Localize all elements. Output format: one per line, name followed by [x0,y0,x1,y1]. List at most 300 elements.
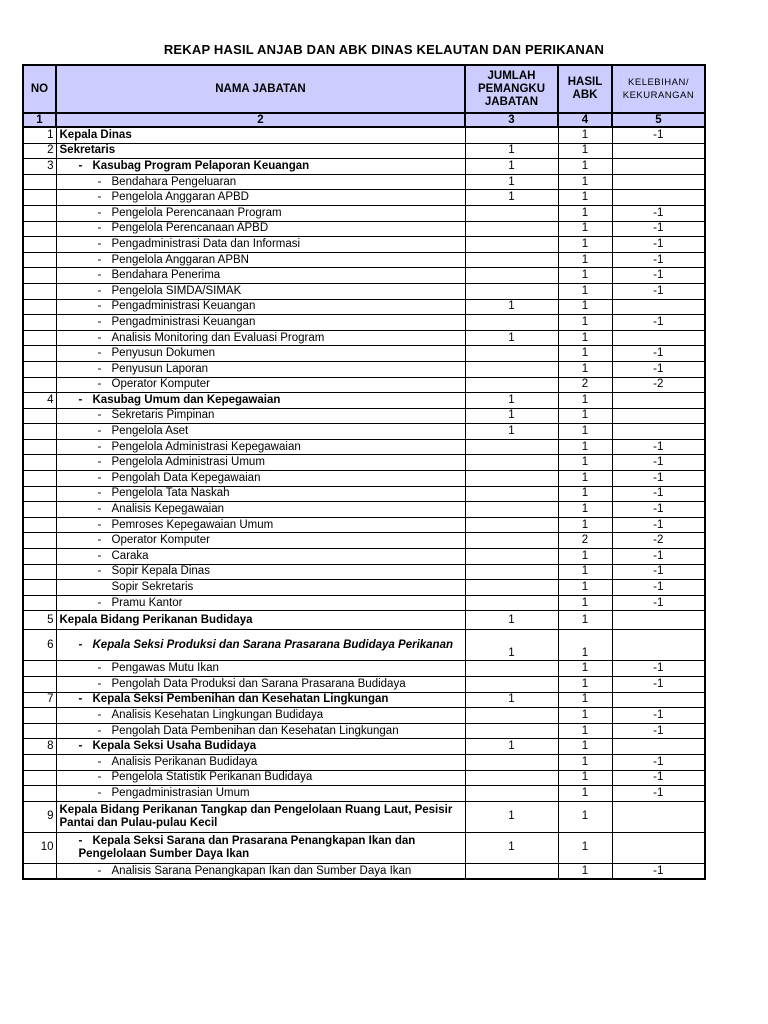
row-kelebihan: -1 [612,439,705,455]
dash-marker: - [97,487,102,500]
row-kelebihan [612,692,705,708]
row-name: Penyusun Laporan [111,362,209,375]
dash-marker: - [97,456,102,469]
row-no: 5 [23,611,56,630]
table-row [23,595,705,611]
row-kelebihan: -1 [612,517,705,533]
row-abk: 1 [558,424,612,440]
row-name: Pengadministrasi Keuangan [111,300,256,313]
row-kelebihan [612,424,705,440]
table-row [23,580,705,596]
row-jumlah [465,533,558,549]
row-no [23,471,56,487]
table-row [23,143,705,159]
row-no [23,549,56,565]
row-name: Sekretaris [56,143,465,159]
row-abk: 1 [558,174,612,190]
dash-marker: - [97,315,102,328]
table-row [23,159,705,175]
row-abk: 1 [558,190,612,206]
row-name: Pengadministrasian Umum [111,786,250,799]
row-name: Kepala Dinas [56,127,465,143]
row-no [23,299,56,315]
dash-marker: - [78,693,83,706]
row-jumlah [465,502,558,518]
dash-marker: - [97,677,102,690]
dash-marker: - [97,237,102,250]
row-name: Pengelola Perencanaan Program [111,206,282,219]
page-title: REKAP HASIL ANJAB DAN ABK DINAS KELAUTAN DAN PERIKANAN [163,42,605,57]
row-abk: 1 [558,346,612,362]
table-row [23,533,705,549]
row-abk: 1 [558,330,612,346]
table-row [23,754,705,770]
row-name-cell [56,159,465,175]
row-kelebihan: -1 [612,549,705,565]
row-abk: 1 [558,739,612,755]
row-no [23,455,56,471]
row-abk: 1 [558,661,612,677]
row-name: Bendahara Penerima [111,269,221,282]
table-row [23,205,705,221]
table-row [23,502,705,518]
row-name-cell [56,221,465,237]
dash-marker: - [97,425,102,438]
dash-marker: - [97,253,102,266]
row-no [23,708,56,724]
row-kelebihan: -1 [612,770,705,786]
row-jumlah: 1 [465,408,558,424]
row-name: Analisis Monitoring dan Evaluasi Program [111,331,325,344]
table-row [23,630,705,661]
row-abk: 1 [558,801,612,832]
table-row [23,299,705,315]
row-jumlah: 1 [465,393,558,409]
row-name: Kepala Seksi Pembenihan dan Kesehatan Lingkungan [92,693,389,706]
row-jumlah [465,439,558,455]
row-name-cell [56,832,465,863]
row-kelebihan: -1 [612,315,705,331]
row-abk: 1 [558,221,612,237]
row-abk: 1 [558,268,612,284]
row-jumlah [465,455,558,471]
table-row [23,471,705,487]
row-jumlah [465,283,558,299]
row-name: Bendahara Pengeluaran [111,175,237,188]
row-abk: 1 [558,502,612,518]
row-no [23,677,56,693]
row-jumlah [465,315,558,331]
row-name: Pengelola Statistik Perikanan Budidaya [111,771,313,784]
row-no [23,283,56,299]
row-kelebihan: -1 [612,455,705,471]
row-kelebihan: -1 [612,471,705,487]
row-kelebihan: -1 [612,268,705,284]
table-row [23,237,705,253]
table-row [23,517,705,533]
dash-marker: - [78,159,83,172]
table-row [23,611,705,630]
dash-marker: - [97,534,102,547]
row-name: Kepala Seksi Sarana dan Prasarana Penangkapan Ikan dan Pengelolaan Sumber Daya Ikan [78,834,416,860]
dash-marker: - [97,409,102,422]
row-kelebihan: -1 [612,252,705,268]
row-kelebihan: -1 [612,127,705,143]
row-jumlah: 1 [465,330,558,346]
row-kelebihan [612,408,705,424]
dash-marker: - [97,662,102,675]
dash-marker: - [97,864,102,877]
row-abk: 1 [558,471,612,487]
row-kelebihan [612,299,705,315]
row-name: Operator Komputer [111,534,210,547]
row-name-cell [56,268,465,284]
row-abk: 1 [558,832,612,863]
row-name-cell [56,677,465,693]
row-name-cell [56,564,465,580]
row-no [23,205,56,221]
row-name-cell [56,786,465,802]
row-name-cell [56,630,465,661]
row-jumlah [465,127,558,143]
dash-marker: - [97,378,102,391]
row-jumlah [465,268,558,284]
row-jumlah: 1 [465,143,558,159]
row-name: Penyusun Dokumen [111,347,216,360]
row-jumlah [465,564,558,580]
header-index-4: 4 [558,113,612,127]
row-jumlah [465,486,558,502]
row-kelebihan: -1 [612,708,705,724]
row-name-cell [56,455,465,471]
dash-marker: - [97,222,102,235]
row-jumlah [465,723,558,739]
dash-marker: - [78,638,83,651]
row-name: Analisis Perikanan Budidaya [111,755,258,768]
row-no [23,439,56,455]
row-kelebihan [612,801,705,832]
row-abk: 1 [558,205,612,221]
table-row [23,863,705,879]
row-abk: 1 [558,630,612,661]
row-no [23,533,56,549]
table-row [23,549,705,565]
row-no: 9 [23,801,56,832]
row-name-cell [56,315,465,331]
row-kelebihan: -1 [612,361,705,377]
header-hasil-abk: HASIL ABK [558,65,612,113]
dash-marker: - [97,440,102,453]
row-kelebihan [612,174,705,190]
row-name: Kasubag Umum dan Kepegawaian [92,393,281,406]
row-name-cell [56,283,465,299]
row-name-cell [56,708,465,724]
table-row [23,330,705,346]
table-row [23,692,705,708]
dash-marker: - [78,393,83,406]
row-jumlah [465,252,558,268]
row-jumlah: 1 [465,692,558,708]
table-row [23,739,705,755]
header-kelebihan-kekurangan: KELEBIHAN/ KEKURANGAN [612,65,705,113]
dash-marker: - [97,549,102,562]
row-abk: 1 [558,237,612,253]
row-kelebihan: -2 [612,533,705,549]
row-abk: 1 [558,283,612,299]
row-name: Pengelola Perencanaan APBD [111,222,269,235]
row-name-cell [56,754,465,770]
row-name-cell [56,692,465,708]
row-name-cell [56,252,465,268]
row-name: Pengelola Tata Naskah [111,487,230,500]
table-row [23,127,705,143]
table-row [23,283,705,299]
dash-marker: - [97,503,102,516]
row-no [23,408,56,424]
row-name-cell [56,486,465,502]
dash-marker: - [97,269,102,282]
row-no [23,268,56,284]
row-kelebihan [612,330,705,346]
table-row [23,408,705,424]
dash-marker: - [78,740,83,753]
row-name-cell [56,770,465,786]
row-kelebihan [612,611,705,630]
row-name: Kepala Bidang Perikanan Budidaya [56,611,465,630]
row-no [23,377,56,393]
table-row [23,252,705,268]
row-jumlah [465,786,558,802]
table-row [23,377,705,393]
table-row [23,486,705,502]
row-kelebihan: -1 [612,580,705,596]
row-name: Pengelola Anggaran APBN [111,253,249,266]
row-no [23,770,56,786]
table-row [23,439,705,455]
dash-marker: - [97,724,102,737]
dash-marker: - [97,771,102,784]
table-row [23,346,705,362]
row-jumlah: 1 [465,190,558,206]
row-abk: 1 [558,677,612,693]
dash-marker: - [97,565,102,578]
row-name-cell [56,739,465,755]
row-kelebihan [612,393,705,409]
row-kelebihan: -1 [612,502,705,518]
row-jumlah: 1 [465,424,558,440]
row-jumlah [465,549,558,565]
header-index-1: 1 [23,113,56,127]
dash-marker: - [97,300,102,313]
row-jumlah [465,471,558,487]
row-kelebihan: -1 [612,595,705,611]
row-abk: 1 [558,455,612,471]
row-abk: 1 [558,549,612,565]
row-kelebihan: -1 [612,786,705,802]
row-no [23,361,56,377]
table-row [23,832,705,863]
header-no: NO [23,65,56,113]
row-name-cell [56,723,465,739]
table-row [23,361,705,377]
row-abk: 1 [558,143,612,159]
table-row [23,393,705,409]
table-row [23,564,705,580]
row-name-cell [56,502,465,518]
row-jumlah: 1 [465,832,558,863]
row-jumlah [465,580,558,596]
row-no [23,863,56,879]
table-row [23,190,705,206]
row-abk: 1 [558,517,612,533]
row-no [23,330,56,346]
row-name-cell [56,595,465,611]
row-no [23,564,56,580]
row-no [23,517,56,533]
row-abk: 1 [558,770,612,786]
row-kelebihan: -1 [612,486,705,502]
row-name: Pengolah Data Pembenihan dan Kesehatan Lingkungan [111,724,399,737]
row-no: 6 [23,630,56,661]
header-index-5: 5 [612,113,705,127]
row-abk: 1 [558,486,612,502]
row-name-cell [56,237,465,253]
table-header [23,65,705,127]
row-no [23,754,56,770]
header-index-3: 3 [465,113,558,127]
row-abk: 2 [558,533,612,549]
row-name: Sopir Kepala Dinas [111,565,210,578]
row-abk: 2 [558,377,612,393]
row-abk: 1 [558,595,612,611]
row-name-cell [56,205,465,221]
row-name: Pengelola Aset [111,425,189,438]
row-name: Pengawas Mutu Ikan [111,662,219,675]
row-no: 8 [23,739,56,755]
dash-marker: - [97,786,102,799]
row-jumlah [465,377,558,393]
row-kelebihan: -1 [612,677,705,693]
row-name-cell [56,346,465,362]
row-name: Pengolah Data Kepegawaian [111,471,261,484]
row-name-cell [56,330,465,346]
row-name-cell [56,439,465,455]
row-jumlah [465,754,558,770]
row-kelebihan: -1 [612,346,705,362]
table-row [23,786,705,802]
row-no [23,486,56,502]
row-kelebihan: -1 [612,221,705,237]
dash-marker: - [97,596,102,609]
row-no [23,174,56,190]
row-no: 3 [23,159,56,175]
dash-marker: - [97,708,102,721]
row-abk: 1 [558,786,612,802]
row-abk: 1 [558,692,612,708]
dash-marker: - [97,284,102,297]
table-row [23,661,705,677]
row-name-cell [56,408,465,424]
header-index-2: 2 [56,113,465,127]
row-jumlah [465,661,558,677]
row-name: Pengolah Data Produksi dan Sarana Prasarana Budidaya [111,677,406,690]
row-abk: 1 [558,754,612,770]
row-abk: 1 [558,580,612,596]
header-jumlah-pemangku: JUMLAH PEMANGKU JABATAN [465,65,558,113]
row-jumlah: 1 [465,174,558,190]
row-jumlah [465,708,558,724]
row-no: 1 [23,127,56,143]
row-name: Kepala Seksi Produksi dan Sarana Prasarana Budidaya Perikanan [92,638,453,651]
row-jumlah [465,770,558,786]
row-abk: 1 [558,863,612,879]
dash-marker: - [97,755,102,768]
row-jumlah: 1 [465,630,558,661]
row-jumlah [465,346,558,362]
dash-marker: - [97,331,102,344]
header-nama-jabatan: NAMA JABATAN [56,65,465,113]
row-abk: 1 [558,723,612,739]
row-name: Pemroses Kepegawaian Umum [111,518,274,531]
row-kelebihan [612,159,705,175]
row-name: Operator Komputer [111,378,210,391]
row-jumlah [465,221,558,237]
row-abk: 1 [558,315,612,331]
row-name-cell [56,533,465,549]
row-name: Pengelola Anggaran APBD [111,191,249,204]
row-kelebihan: -1 [612,863,705,879]
row-name: Pengelola SIMDA/SIMAK [111,284,242,297]
row-name: Sopir Sekretaris [56,580,465,596]
row-abk: 1 [558,708,612,724]
row-jumlah [465,205,558,221]
row-abk: 1 [558,299,612,315]
row-jumlah: 1 [465,739,558,755]
row-jumlah [465,595,558,611]
row-no [23,252,56,268]
row-no: 7 [23,692,56,708]
row-kelebihan [612,739,705,755]
row-jumlah [465,237,558,253]
table-row [23,268,705,284]
row-abk: 1 [558,611,612,630]
row-name: Pengelola Administrasi Kepegawaian [111,440,301,453]
row-name-cell [56,549,465,565]
row-name: Pengadministrasi Keuangan [111,315,256,328]
table-row [23,723,705,739]
row-name-cell [56,471,465,487]
row-name-cell [56,424,465,440]
table-row [23,455,705,471]
row-kelebihan: -1 [612,283,705,299]
row-kelebihan [612,190,705,206]
table-row [23,770,705,786]
row-no: 4 [23,393,56,409]
row-no: 2 [23,143,56,159]
row-name-cell [56,661,465,677]
row-name-cell [56,299,465,315]
row-name: Analisis Sarana Penangkapan Ikan dan Sumber Daya Ikan [111,864,412,877]
table-row [23,708,705,724]
row-name-cell [56,190,465,206]
row-kelebihan [612,630,705,661]
row-kelebihan [612,143,705,159]
row-jumlah: 1 [465,299,558,315]
row-jumlah: 1 [465,159,558,175]
dash-marker: - [97,362,102,375]
table-row [23,221,705,237]
row-kelebihan [612,832,705,863]
